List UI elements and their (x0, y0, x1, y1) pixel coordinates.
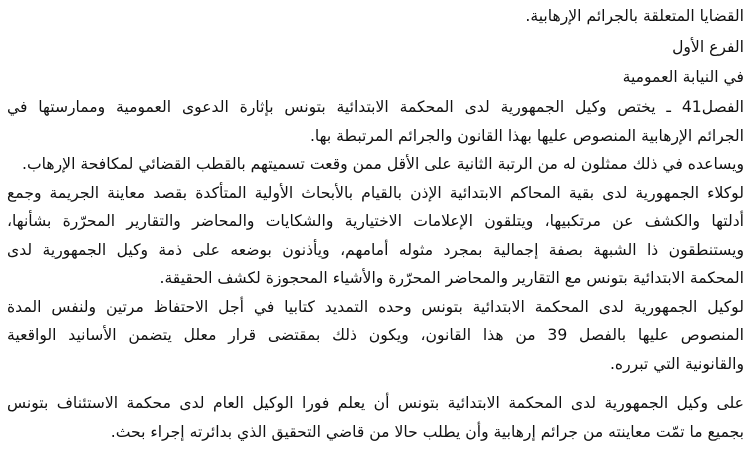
text-line-10: المحكمة الابتدائية بتونس مع التقارير والمحاضر المحرّرة والأشياء المحجوزة لكشف الحقيقة. (159, 269, 744, 287)
text-line-9: ويستنطقون ذا الشبهة بصفة إجمالية بمجرد مثوله أمامهم، ويأذنون بوضعه على ذمة وكيل الجمهورية لدى (7, 241, 744, 259)
text-line-1: القضايا المتعلقة بالجرائم الإرهابية. (525, 7, 744, 25)
section-heading: الفرع الأول (672, 38, 744, 56)
text-line-5: الجرائم الإرهابية المنصوص عليها بهذا القانون والجرائم المرتبطة بها. (309, 127, 744, 145)
text-line-14: على وكيل الجمهورية لدى المحكمة الابتدائية بتونس أن يعلم فورا الوكيل العام لدى محكمة الاستئناف بتونس (7, 394, 744, 412)
text-line-11: لوكيل الجمهورية لدى المحكمة الابتدائية بتونس وحده التمديد كتابيا في أجل الاحتفاظ مرتين ولنفس المدة (7, 298, 744, 316)
text-line-12: المنصوص عليها بالفصل 39 من هذا القانون، ويكون ذلك بمقتضى قرار معلل يتضمن الأسانيد الواقعية (7, 326, 744, 344)
text-line-13: والقانونية التي تبرره. (609, 355, 744, 373)
text-line-7: لوكلاء الجمهورية لدى بقية المحاكم الابتدائية الإذن بالقيام بالأبحاث الأولية المتأكدة بقصد معاينة الجريمة وجمع (7, 184, 744, 202)
text-line-15: بجميع ما تمّت معاينته من جرائم إرهابية وأن يطلب حالا من قاضي التحقيق الذي بدائرته إجراء بحث. (110, 423, 744, 441)
text-line-6: ويساعده في ذلك ممثلون له من الرتبة الثانية على الأقل ممن وقعت تسميتهم بالقطب القضائي لمكافحة الإرهاب. (22, 155, 744, 173)
text-line-8: أدلتها والكشف عن مرتكبيها، ويتلقون الإعلامات الاختيارية والشكايات والمحاضر والتقارير المحرّرة بشأنها، (7, 212, 744, 230)
subsection-heading: في النيابة العمومية (622, 68, 744, 86)
text-line-4: الفصل41 ـ يختص وكيل الجمهورية لدى المحكمة الابتدائية بتونس بإثارة الدعوى العمومية وممارستها في (7, 98, 744, 116)
